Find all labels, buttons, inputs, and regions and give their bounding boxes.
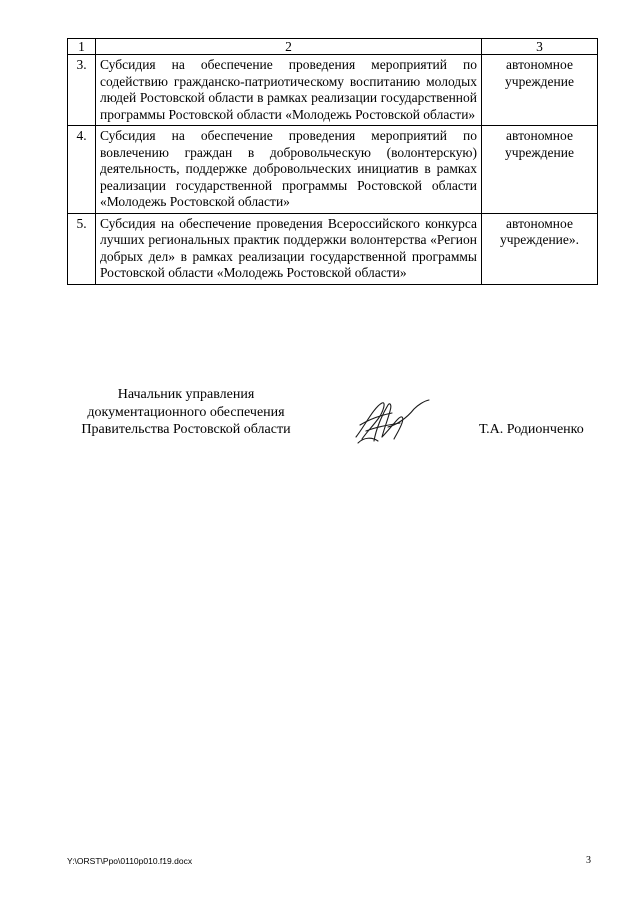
header-cell-3: 3 bbox=[482, 39, 598, 55]
footer-file-path: Y:\ORST\Ppo\0110p010.f19.docx bbox=[67, 856, 193, 866]
page-number: 3 bbox=[586, 855, 591, 866]
table-row bbox=[68, 55, 598, 126]
row-institution-type: автономное учреждение bbox=[482, 126, 598, 214]
table-row bbox=[68, 213, 598, 284]
row-description-text: Субсидия на обеспечение проведения мероприятий по содействию гражданско-патриотическому воспитанию молодых людей Ростовской области в рамках реализации государственной программы Ростовской области «Молодежь Ростовской области» bbox=[100, 57, 477, 122]
handwritten-signature bbox=[352, 397, 432, 447]
row-description bbox=[96, 126, 482, 214]
row-description-text: Субсидия на обеспечение проведения Всероссийского конкурса лучших региональных практик поддержки волонтерства «Регион добрых дел» в рамках реализации государственной программы Ростовской области «Молодежь Ростовской области» bbox=[100, 215, 477, 280]
row-number: 4. bbox=[68, 126, 96, 214]
signer-position bbox=[66, 386, 306, 439]
header-cell-2: 2 bbox=[96, 39, 482, 55]
row-institution-type: автономное учреждение». bbox=[482, 213, 598, 284]
subsidy-table bbox=[67, 38, 598, 285]
table-row bbox=[68, 126, 598, 214]
row-description-text: Субсидия на обеспечение проведения мероприятий по вовлечению граждан в добровольческую (волонтерскую) деятельность, поддержке добровольческих инициатив в рамках реализации государственной программы Ростовской области «Молодежь Ростовской области» bbox=[100, 128, 477, 209]
signer-position-line: документационного обеспечения bbox=[87, 404, 285, 420]
header-cell-1: 1 bbox=[68, 39, 96, 55]
row-number: 5. bbox=[68, 213, 96, 284]
signer-position-line: Начальник управления bbox=[117, 387, 255, 402]
signer-position-line: Правительства Ростовской области bbox=[81, 422, 291, 437]
row-institution-type: автономное учреждение bbox=[482, 55, 598, 126]
row-description bbox=[96, 55, 482, 126]
row-number: 3. bbox=[68, 55, 96, 126]
table-header-row bbox=[68, 39, 598, 55]
signer-name: Т.А. Родионченко bbox=[479, 422, 584, 437]
row-description bbox=[96, 213, 482, 284]
